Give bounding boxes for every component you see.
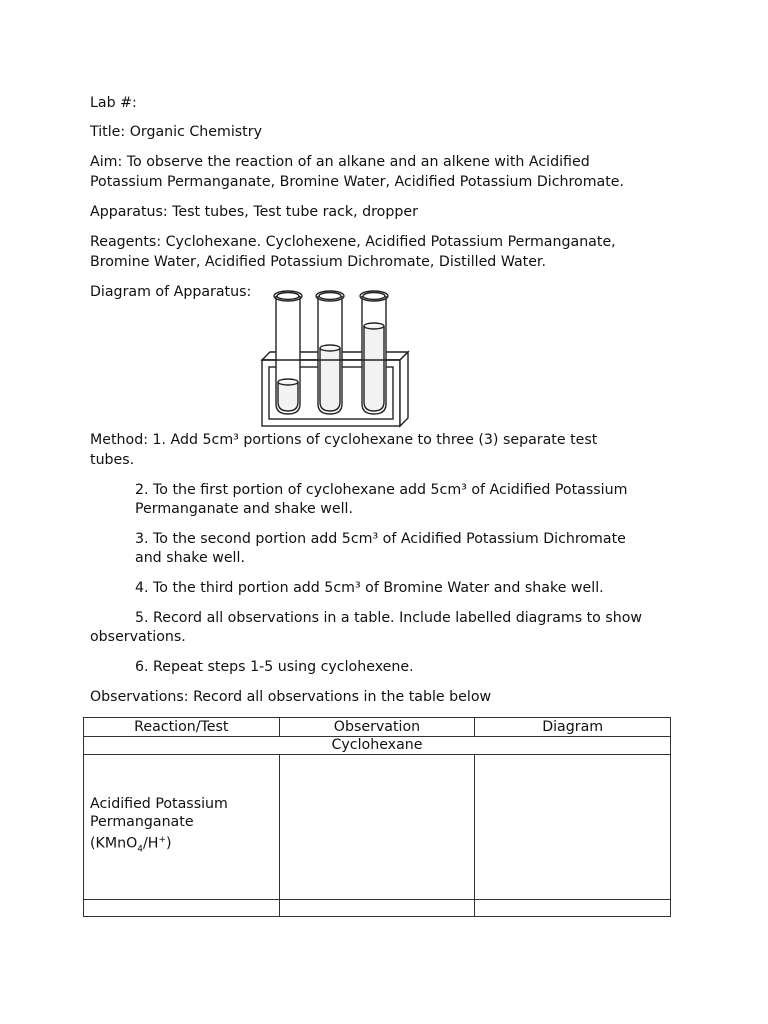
cell-reaction-test xyxy=(84,755,280,900)
method-step-3-line-1: 3. To the second portion add 5cm³ of Acidified Potassium Dichromate xyxy=(135,531,626,547)
table-header-row xyxy=(84,718,671,737)
cell-empty[interactable] xyxy=(84,900,280,917)
reagents-line-2: Bromine Water, Acidified Potassium Dichromate, Distilled Water. xyxy=(90,254,546,270)
header-reaction-test: Reaction/Test xyxy=(84,718,280,737)
aim-line-1: Aim: To observe the reaction of an alkane and an alkene with Acidified xyxy=(90,154,590,170)
doc-title: Title: Organic Chemistry xyxy=(90,124,262,140)
test-tube-rack-illustration xyxy=(256,284,412,430)
method-step-2-line-2: Permanganate and shake well. xyxy=(135,501,354,517)
cell-empty[interactable] xyxy=(279,900,475,917)
observations-heading: Observations: Record all observations in the table below xyxy=(90,689,492,705)
method-step-2-line-1: 2. To the first portion of cyclohexane add 5cm³ of Acidified Potassium xyxy=(135,482,628,498)
header-diagram: Diagram xyxy=(475,718,671,737)
cell-observation[interactable] xyxy=(279,755,475,900)
lab-number: Lab #: xyxy=(90,95,137,111)
rack-side xyxy=(400,352,408,426)
test-tube-2 xyxy=(316,291,344,414)
table-group-row xyxy=(84,737,671,755)
table-row xyxy=(84,755,671,900)
header-observation: Observation xyxy=(279,718,475,737)
test-tube-3 xyxy=(360,291,388,414)
method-step-6: 6. Repeat steps 1-5 using cyclohexene. xyxy=(135,659,414,675)
method-step-5-line-2: observations. xyxy=(90,629,186,645)
diagram-label: Diagram of Apparatus: xyxy=(90,284,252,300)
test-formula: (KMnO$_4$/H+) xyxy=(90,835,172,855)
method-step-5-line-1: 5. Record all observations in a table. Include labelled diagrams to show xyxy=(135,610,643,626)
cell-diagram[interactable] xyxy=(475,755,671,900)
method-step-4: 4. To the third portion add 5cm³ of Bromine Water and shake well. xyxy=(135,580,604,596)
cell-empty[interactable] xyxy=(475,900,671,917)
method-step-1-line-2: tubes. xyxy=(90,452,135,468)
apparatus-text: Apparatus: Test tubes, Test tube rack, dropper xyxy=(90,204,418,220)
test-tube-1 xyxy=(274,291,302,414)
group-cyclohexane: Cyclohexane xyxy=(84,737,671,755)
test-name-line-2: Permanganate xyxy=(90,814,194,831)
test-name-line-1: Acidified Potassium xyxy=(90,796,228,813)
table-row xyxy=(84,900,671,917)
method-step-1-line-1: Method: 1. Add 5cm³ portions of cyclohexane to three (3) separate test xyxy=(90,432,598,448)
reagents-line-1: Reagents: Cyclohexane. Cyclohexene, Acidified Potassium Permanganate, xyxy=(90,234,616,250)
method-step-3-line-2: and shake well. xyxy=(135,550,245,566)
aim-line-2: Potassium Permanganate, Bromine Water, Acidified Potassium Dichromate. xyxy=(90,174,625,190)
observations-table xyxy=(83,717,671,917)
